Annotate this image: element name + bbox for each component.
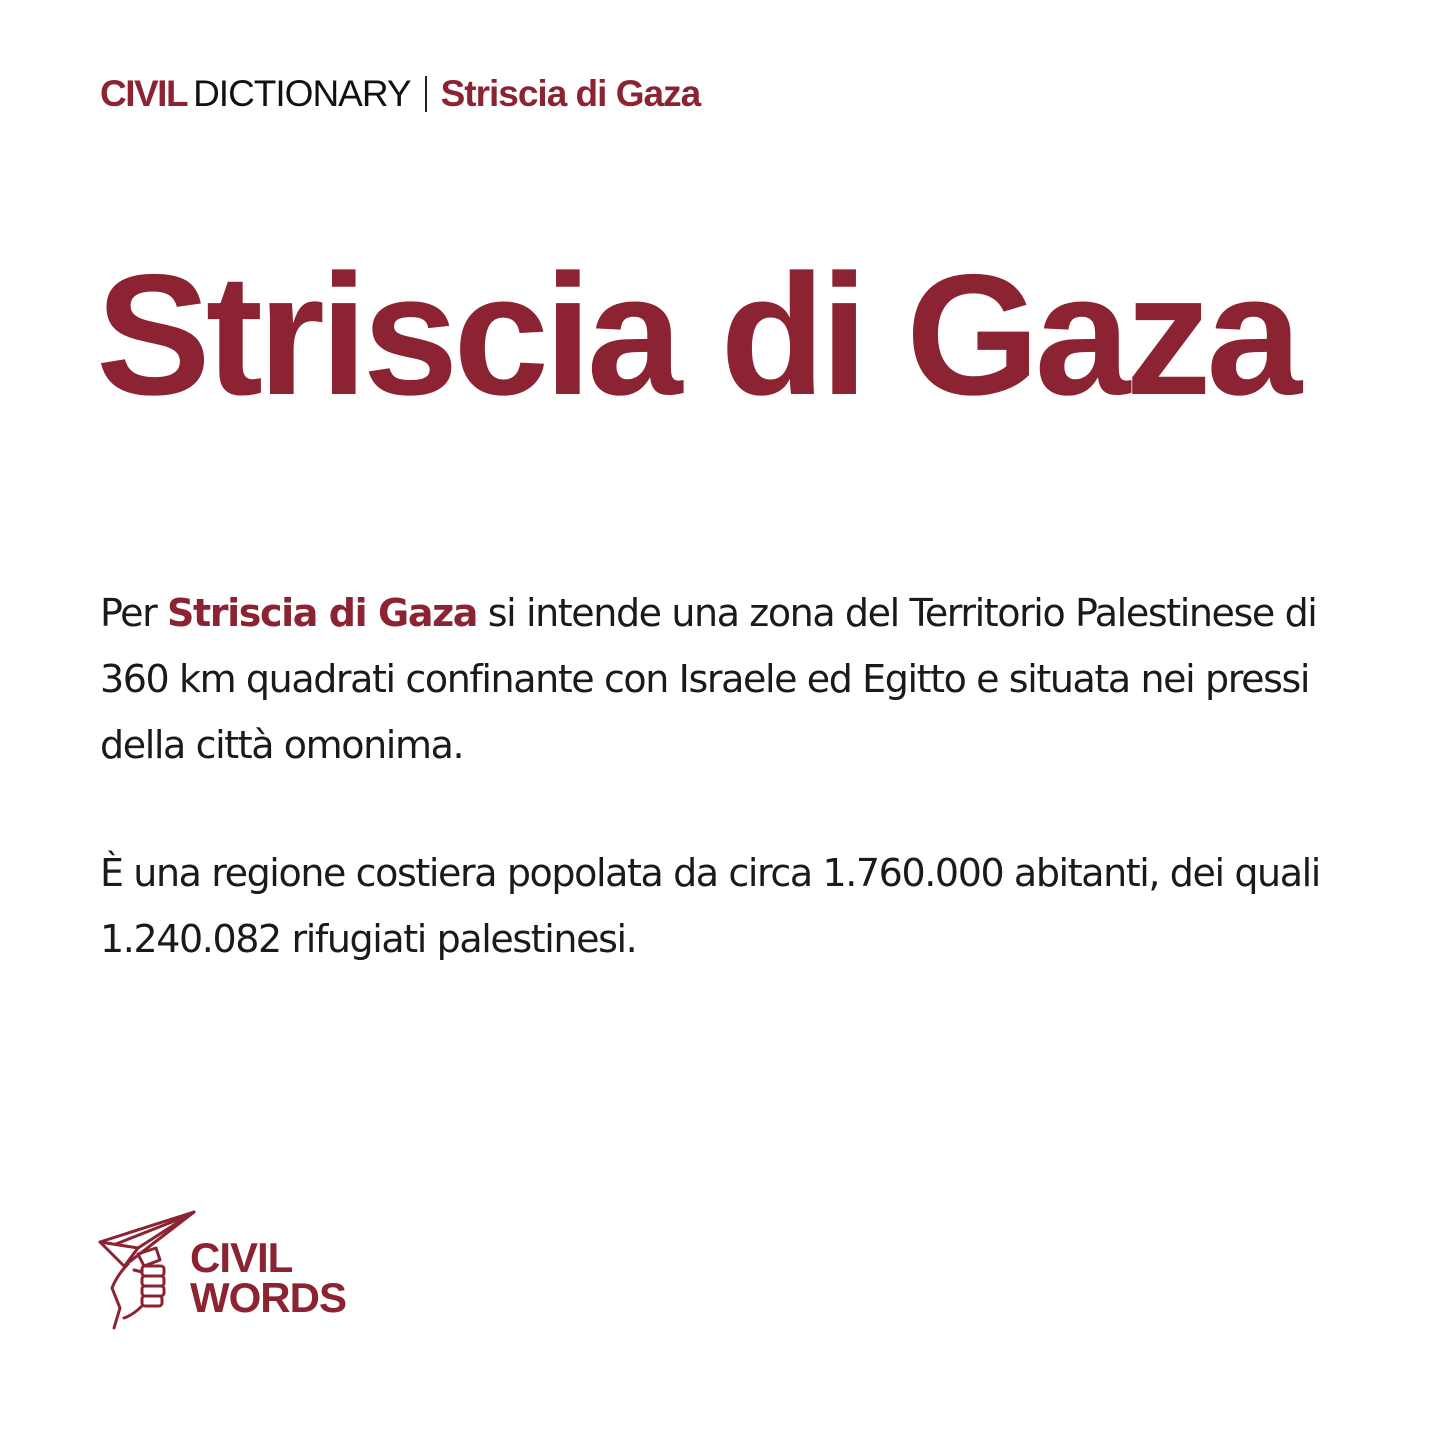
logo-line-2: WORDS [190,1274,346,1321]
header-section: DICTIONARY [193,73,411,114]
header-brand: CIVIL [100,73,188,114]
hand-paper-plane-icon [98,1208,198,1332]
logo-line-1: CIVIL [190,1234,293,1281]
page-title: Striscia di Gaza [96,239,1298,431]
definition-paragraph-2: È una regione costiera popolata da circa 1.760.000 abitanti, dei quali 1.240.082 rifugiati palestinesi. [100,851,1320,961]
definition-suffix: si intende una zona del Territorio Palestinese di 360 km quadrati confinante con Israele ed Egitto e situata nei pressi della città omonima. [100,591,1317,767]
definition-paragraph-1 [100,580,1340,778]
header-topic: Striscia di Gaza [440,73,701,114]
logo-text [190,1234,346,1321]
header-divider [425,76,427,112]
header [100,72,700,116]
civil-words-logo [98,1208,368,1332]
definition-prefix: Per [100,591,168,635]
definition-term: Striscia di Gaza [167,591,478,635]
